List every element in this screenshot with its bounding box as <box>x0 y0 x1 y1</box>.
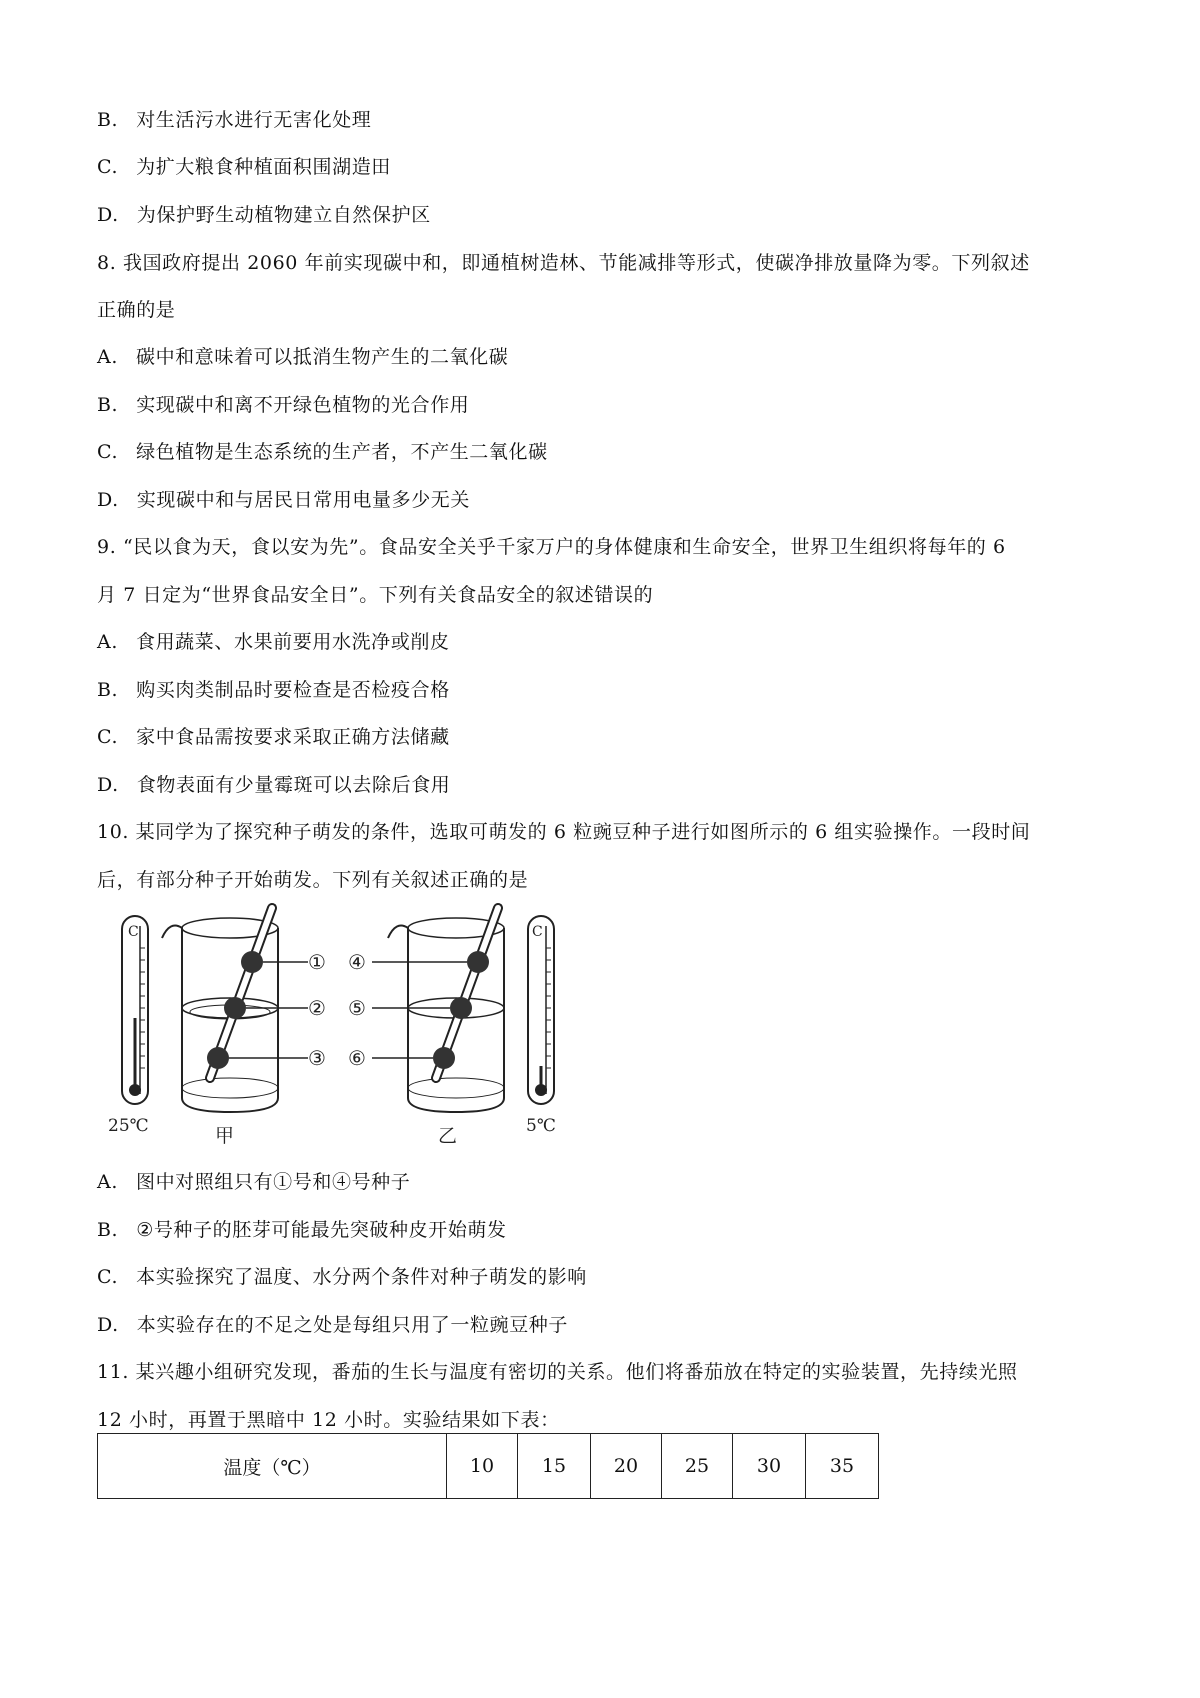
table-cell: 35 <box>806 1434 879 1499</box>
left-temperature-label: 25℃ <box>108 1116 149 1136</box>
q9-stem-line2: 月 7 日定为“世界食品安全日”。下列有关食品安全的叙述错误的 <box>97 584 654 606</box>
q11-stem-line1: 11. 某兴趣小组研究发现，番茄的生长与温度有密切的关系。他们将番茄放在特定的实验装置，先持续光照 <box>97 1361 1018 1383</box>
beaker-jia-label: 甲 <box>215 1125 235 1147</box>
q10-option-d: D. 本实验存在的不足之处是每组只用了一粒豌豆种子 <box>97 1314 568 1336</box>
left-thermometer-unit: C <box>128 924 139 940</box>
q9-option-a: A. 食用蔬菜、水果前要用水洗净或削皮 <box>97 631 450 653</box>
left-thermometer <box>108 916 149 1136</box>
seed-label-1: ① <box>308 950 326 974</box>
right-thermometer-unit: C <box>532 924 543 940</box>
temperature-table <box>97 1433 879 1499</box>
q8-stem-line1: 8. 我国政府提出 2060 年前实现碳中和，即通植树造林、节能减排等形式，使碳净排放量降为零。下列叙述 <box>97 252 1030 274</box>
beaker-jia <box>162 908 326 1147</box>
right-thermometer <box>526 916 556 1136</box>
table-row <box>98 1434 879 1499</box>
table-cell: 20 <box>591 1434 662 1499</box>
q8-option-a: A. 碳中和意味着可以抵消生物产生的二氧化碳 <box>97 346 509 368</box>
seed-label-5: ⑤ <box>348 996 366 1020</box>
table-cell: 10 <box>447 1434 518 1499</box>
right-temperature-label: 5℃ <box>526 1116 556 1136</box>
q9-stem-line1: 9. “民以食为天，食以安为先”。食品安全关乎千家万户的身体健康和生命安全，世界卫生组织将每年的 6 <box>97 536 1006 558</box>
seed-label-3: ③ <box>308 1046 326 1070</box>
table-cell: 15 <box>518 1434 591 1499</box>
beaker-yi-label: 乙 <box>438 1125 458 1147</box>
q8-option-c: C. 绿色植物是生态系统的生产者，不产生二氧化碳 <box>97 441 548 463</box>
table-header-cell: 温度（℃） <box>98 1434 447 1499</box>
q9-option-b: B. 购买肉类制品时要检查是否检疫合格 <box>97 679 450 701</box>
seed-germination-figure <box>100 898 620 1148</box>
q7-option-b: B. 对生活污水进行无害化处理 <box>97 109 372 131</box>
q8-option-d: D. 实现碳中和与居民日常用电量多少无关 <box>97 489 470 511</box>
q10-option-b: B. ②号种子的胚芽可能最先突破种皮开始萌发 <box>97 1219 507 1241</box>
q10-option-c: C. 本实验探究了温度、水分两个条件对种子萌发的影响 <box>97 1266 587 1288</box>
table-cell: 25 <box>662 1434 733 1499</box>
q10-option-a: A. 图中对照组只有①号和④号种子 <box>97 1171 411 1193</box>
beaker-yi <box>348 908 504 1147</box>
q7-option-d: D. 为保护野生动植物建立自然保护区 <box>97 204 431 226</box>
q7-option-c: C. 为扩大粮食种植面积围湖造田 <box>97 156 391 178</box>
q8-option-b: B. 实现碳中和离不开绿色植物的光合作用 <box>97 394 470 416</box>
q8-stem-line2: 正确的是 <box>97 299 176 321</box>
seed-label-4: ④ <box>348 950 366 974</box>
q9-option-c: C. 家中食品需按要求采取正确方法储藏 <box>97 726 450 748</box>
seed-label-6: ⑥ <box>348 1046 366 1070</box>
seed-label-2: ② <box>308 996 326 1020</box>
q10-stem-line1: 10. 某同学为了探究种子萌发的条件，选取可萌发的 6 粒豌豆种子进行如图所示的 6 组实验操作。一段时间 <box>97 821 1031 843</box>
table-cell: 30 <box>733 1434 806 1499</box>
q11-stem-line2: 12 小时，再置于黑暗中 12 小时。实验结果如下表： <box>97 1409 560 1431</box>
q10-stem-line2: 后，有部分种子开始萌发。下列有关叙述正确的是 <box>97 869 529 891</box>
q9-option-d: D. 食物表面有少量霉斑可以去除后食用 <box>97 774 451 796</box>
